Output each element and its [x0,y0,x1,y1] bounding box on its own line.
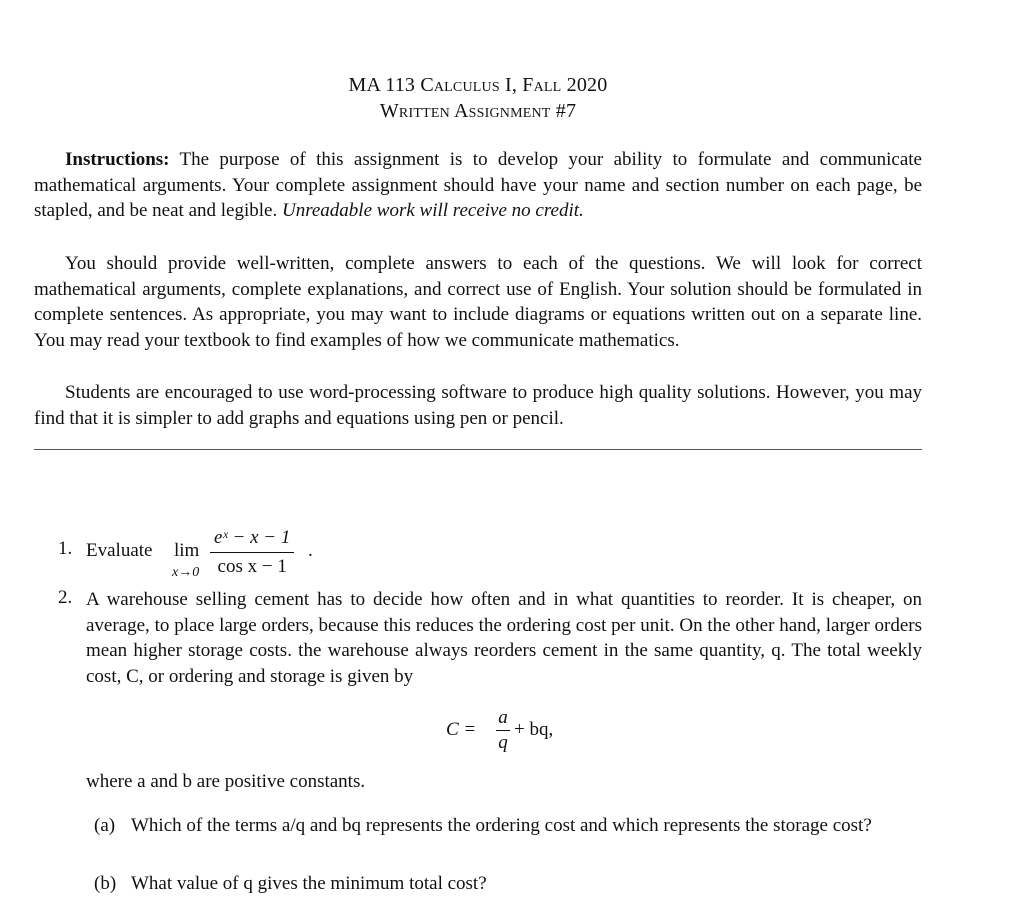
instructions-paragraph-3: Students are encouraged to use word-processing software to produce high quality solutions. However, you may find that it is simpler to add graphs and equations using pen or pencil. [34,382,922,429]
limit-fraction [210,525,294,579]
horizontal-divider [34,449,922,450]
limit-operator: lim [174,540,200,561]
question-2-number: 2. [58,587,73,608]
course-title: MA 113 Calculus I, Fall 2020 [348,74,608,96]
fraction-numerator: eˣ − x − 1 [214,527,291,548]
question-1-period: . [308,540,313,561]
limit-subscript: x→0 [172,565,200,580]
subquestion-a-text: Which of the terms a/q and bq represents the ordering cost and which represents the storage cost? [131,815,872,836]
cost-equation [446,707,586,759]
equation-denominator: q [498,732,508,753]
equation-lhs: C = [446,719,477,740]
instructions-lead: Instructions: [65,149,170,170]
assignment-title: Written Assignment #7 [379,100,577,122]
equation-numerator: a [498,707,508,728]
subquestion-a-label: (a) [94,815,116,836]
fraction-denominator: cos x − 1 [217,555,287,577]
instructions-p1-italic: Unreadable work will receive no credit. [281,200,584,222]
instructions-paragraph-1 [34,147,922,224]
question-2-text: A warehouse selling cement has to decide how often and in what quantities to reorder. It is cheaper, on average, to place large orders, because this reduces the ordering cost per unit. On the other hand, larger orders mean higher storage costs. the warehouse always reorders cement in the same quantity, q. The total weekly cost, C, or ordering and storage is given by [86,589,922,688]
constants-note: where a and b are positive constants. [86,771,366,792]
instructions-paragraph-2: You should provide well-written, complete answers to each of the questions. We will look for correct mathematical arguments, complete explanations, and correct use of English. Your solution should be formulated in complete sentences. As appropriate, you may want to include diagrams or equations written out on a separate line. You may read your textbook to find examples of how we communicate mathematics. [34,253,922,352]
subquestion-b-text: What value of q gives the minimum total cost? [131,873,487,894]
equation-fraction-bar [496,730,510,731]
equation-rhs: + bq, [514,719,554,740]
equation-fraction [496,707,510,754]
question-1-label: Evaluate [86,540,153,561]
fraction-bar [210,552,294,553]
subquestion-b-label: (b) [94,873,117,894]
question-1-number: 1. [58,538,73,559]
instructions-p1-text: The purpose of this assignment is to develop your ability to formulate and communicate mathematical arguments. Your complete assignment should have your name and section number on each page, be stapled, and be neat and legible. [34,149,922,222]
